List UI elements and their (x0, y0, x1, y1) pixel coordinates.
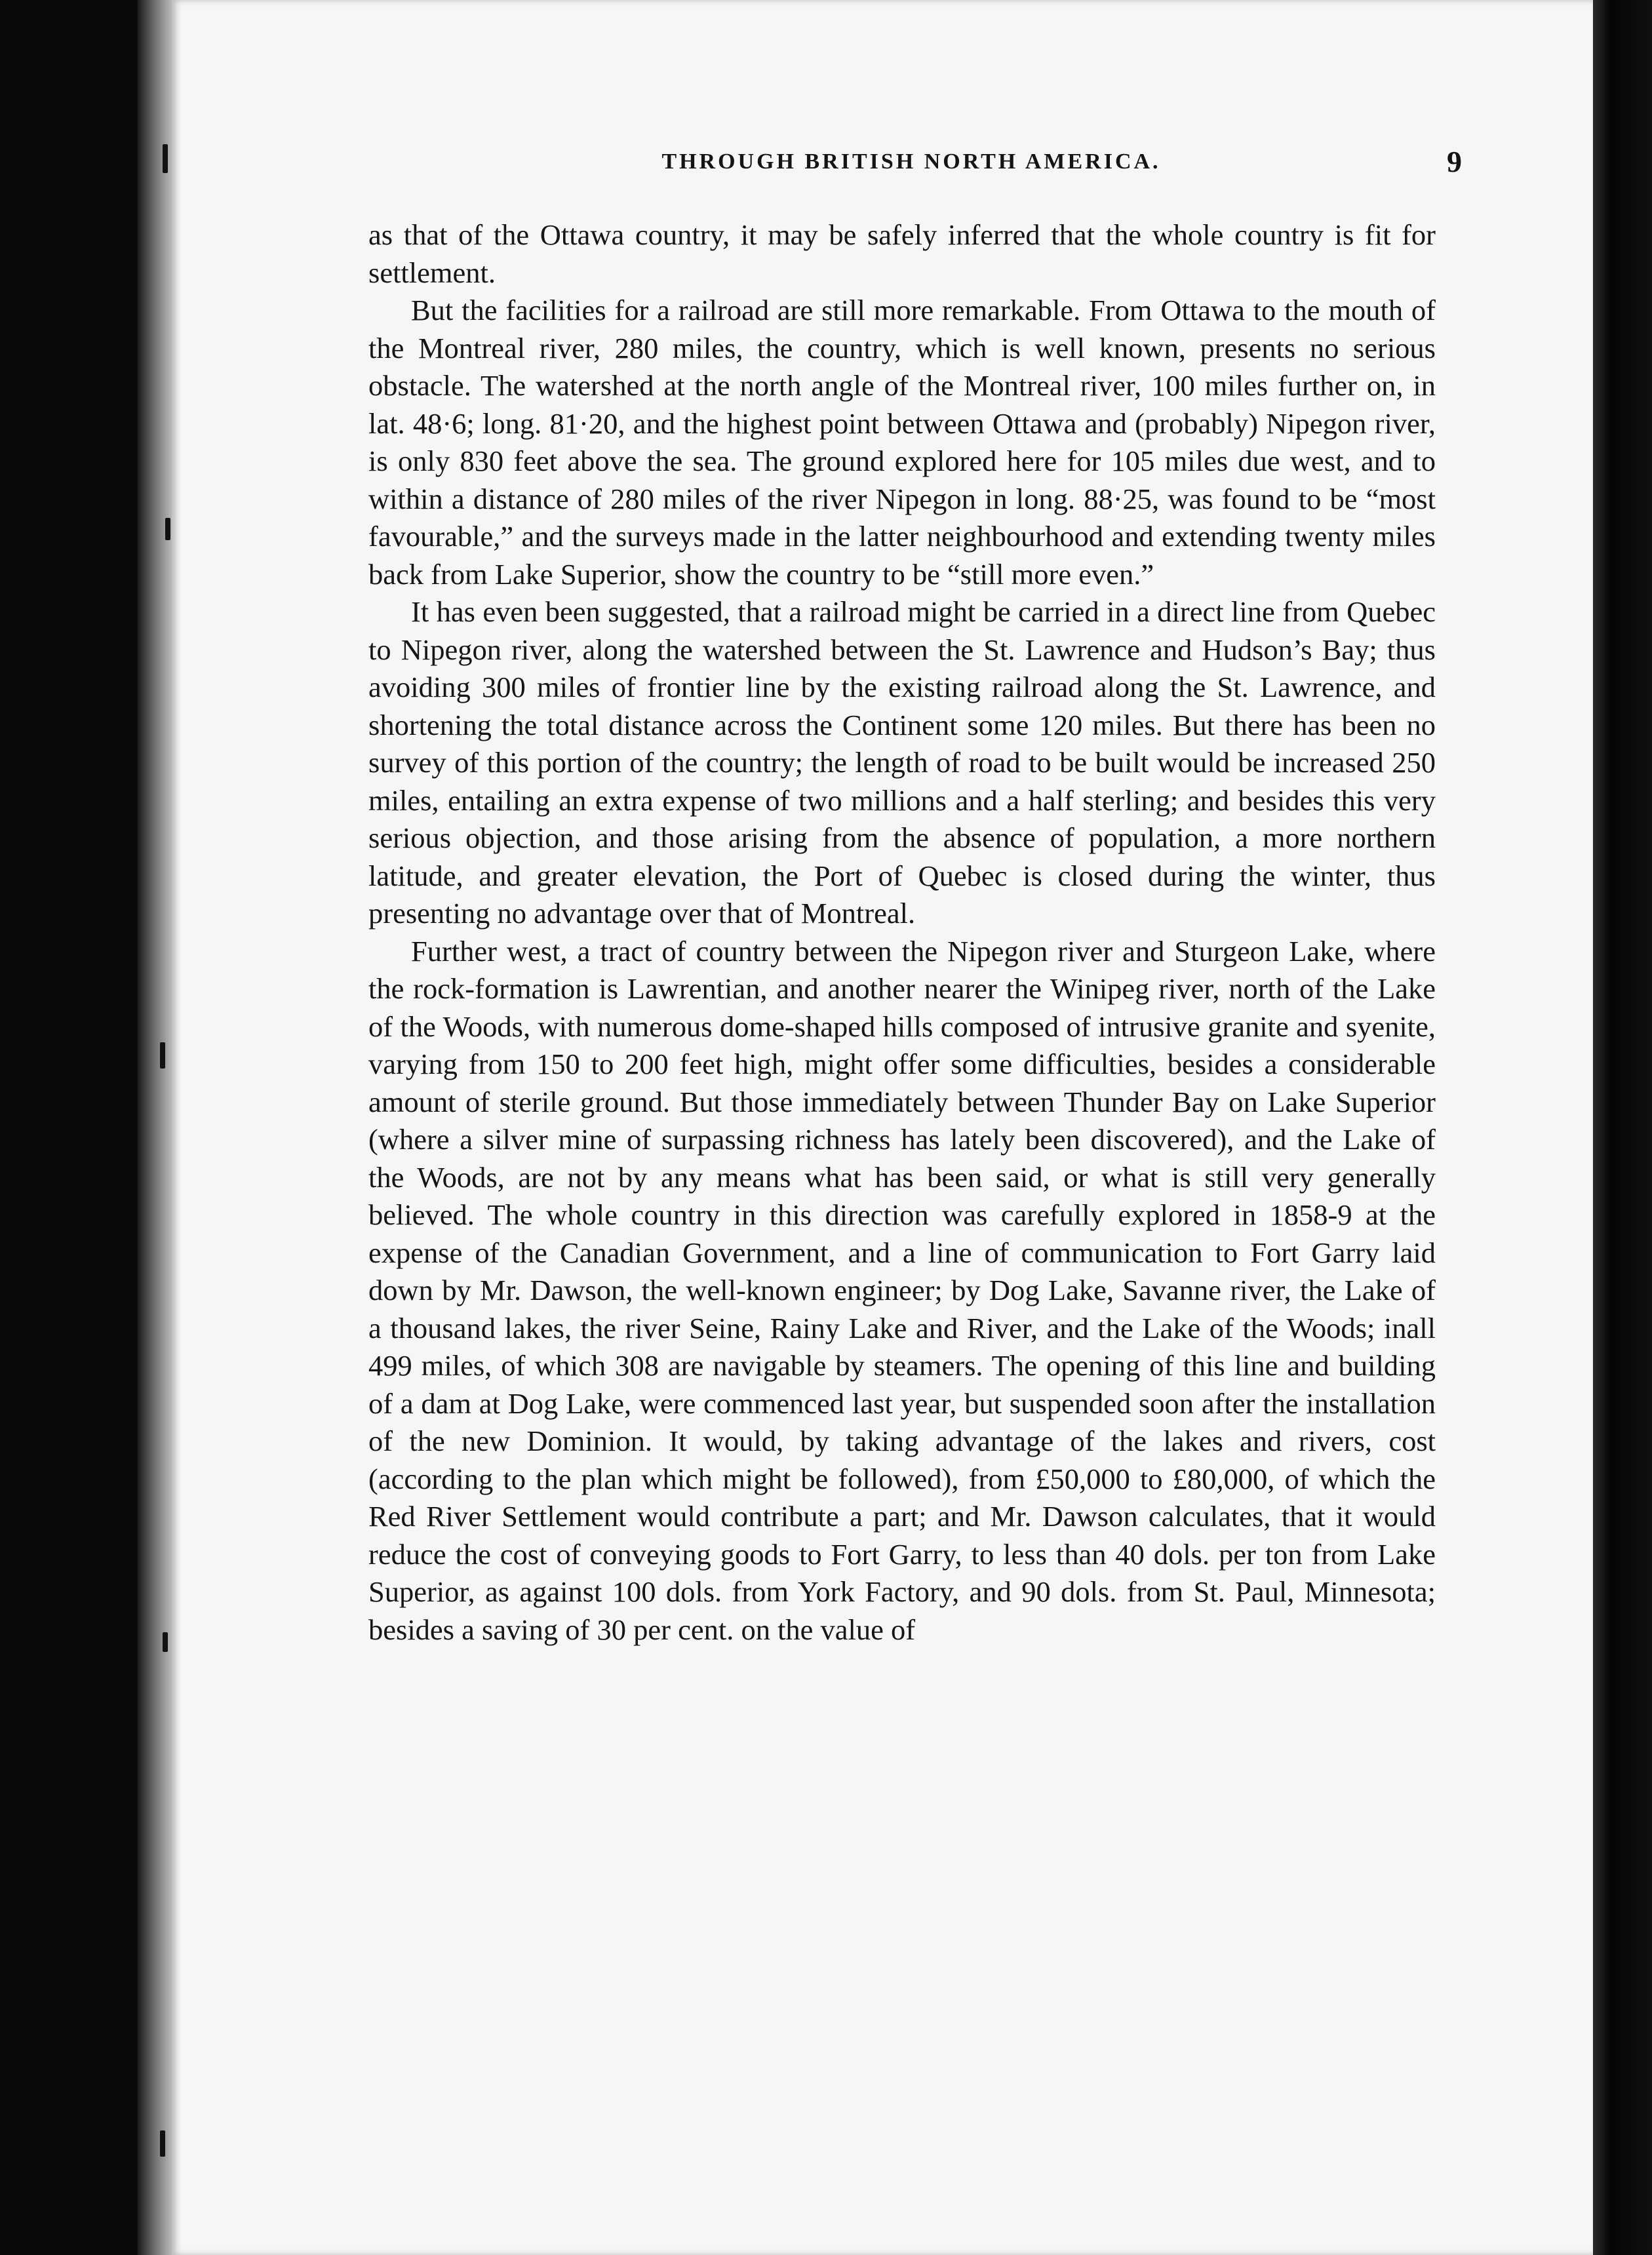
binding-mark (160, 2130, 165, 2157)
binding-mark (160, 1042, 165, 1069)
book-gutter (138, 0, 177, 2255)
binding-mark (163, 1632, 168, 1652)
binding-mark (165, 518, 170, 540)
paragraph: But the facilities for a railroad are still more remarkable. From Ottawa to the mouth of the Montreal river, 280 miles, the country, which is well known, presents no serious obstacle. The watershed at the north angle of the Montreal river, 100 miles further on, in lat. 48·6; long. 81·20, and the highest point between Ottawa and (probably) Nipegon river, is only 830 feet above the sea. The ground explored here for 105 miles due west, and to within a distance of 280 miles of the river Nipegon in long. 88·25, was found to be “most favourable,” and the surveys made in the latter neighbourhood and extending twenty miles back from Lake Superior, show the country to be “still more even.” (368, 294, 1436, 591)
body-text (368, 216, 1436, 1649)
page-number: 9 (1447, 145, 1462, 178)
binding-mark (163, 144, 168, 173)
paragraph: It has even been suggested, that a railroad might be carried in a direct line from Quebec to Nipegon river, along the watershed between the St. Lawrence and Hudson’s Bay; thus avoiding 300 miles of frontier line by the existing railroad along the St. Lawrence, and shortening the total distance across the Continent some 120 miles. But there has been no survey of this portion of the country; the length of road to be built would be increased 250 miles, entailing an extra expense of two millions and a half sterling; and besides this very serious objection, and those arising from the absence of population, a more northern latitude, and greater elevation, the Port of Quebec is closed during the winter, thus presenting no advantage over that of Montreal. (368, 595, 1436, 930)
paragraph: as that of the Ottawa country, it may be safely inferred that the whole country is fit for settlement. (368, 218, 1436, 289)
page-edge-shadow (1593, 0, 1652, 2255)
paragraph: Further west, a tract of country between the Nipegon river and Sturgeon Lake, where the rock-formation is Lawrentian, and another nearer the Winipeg river, north of the Lake of the Woods, with numerous dome-shaped hills composed of intrusive granite and syenite, varying from 150 to 200 feet high, might offer some difficulties, besides a considerable amount of sterile ground. But those immediately between Thunder Bay on Lake Superior (where a silver mine of surpassing richness has lately been discovered), and the Lake of the Woods, are not by any means what has been said, or what is still very generally believed. The whole country in this direction was carefully explored in 1858-9 at the expense of the Canadian Government, and a line of communication to Fort Garry laid down by Mr. Dawson, the well-known engineer; by Dog Lake, Savanne river, the Lake of a thousand lakes, the river Seine, Rainy Lake and River, and the Lake of the Woods; inall 499 miles, of which 308 are navigable by steamers. The opening of this line and building of a dam at Dog Lake, were commenced last year, but suspended soon after the installation of the new Dominion. It would, by taking advantage of the lakes and rivers, cost (according to the plan which might be followed), from £50,000 to £80,000, of which the Red River Settlement would contribute a part; and Mr. Dawson calculates, that it would reduce the cost of conveying goods to Fort Garry, to less than 40 dols. per ton from Lake Superior, as against 100 dols. from York Factory, and 90 dols. from St. Paul, Minnesota; besides a saving of 30 per cent. on the value of (368, 934, 1436, 1646)
running-head: THROUGH BRITISH NORTH AMERICA. (661, 149, 1161, 174)
